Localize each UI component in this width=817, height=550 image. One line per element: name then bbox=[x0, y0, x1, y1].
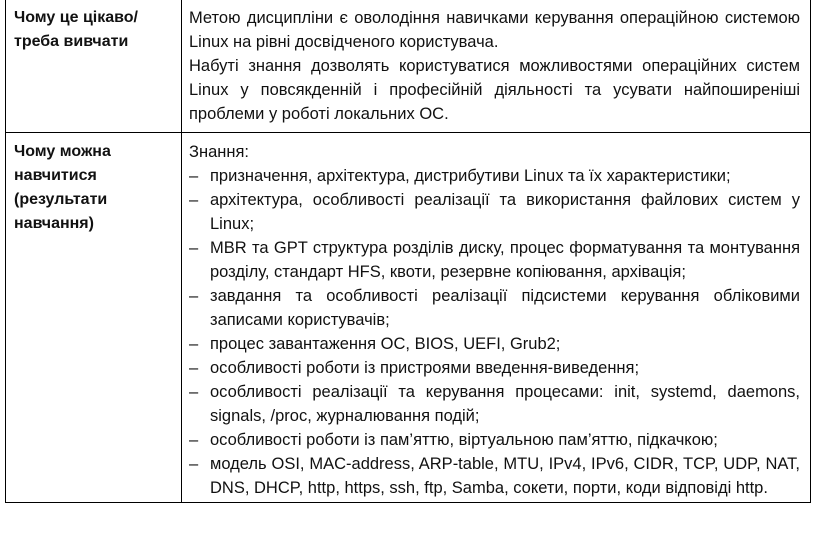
dash-bullet-icon: – bbox=[189, 191, 199, 209]
list-item bbox=[189, 380, 800, 428]
syllabus-table bbox=[5, 0, 811, 503]
list-item-text: особливості роботи із пристроями введення-виведення; bbox=[210, 359, 640, 377]
benefit-paragraph: Набуті знання дозволять користуватися можливостями операційних систем Linux у повсякденній і професійній діяльності та усувати найпоширеніші проблеми у роботі локальних ОС. bbox=[189, 57, 800, 123]
dash-bullet-icon: – bbox=[189, 239, 199, 257]
list-item-text: модель OSI, MAC-address, ARP-table, MTU, IPv4, IPv6, CIDR, TCP, UDP, NAT, DNS, DHCP, http, https, ssh, ftp, Samba, сокети, порти, коди відповіді http. bbox=[210, 455, 800, 497]
dash-bullet-icon: – bbox=[189, 455, 199, 473]
list-item bbox=[189, 164, 800, 188]
list-item bbox=[189, 428, 800, 452]
table-row bbox=[6, 0, 811, 133]
list-item-text: MBR та GPT структура розділів диску, процес форматування та монтування розділу, стандарт HFS, квоти, резервне копіювання, архівація; bbox=[210, 239, 800, 281]
list-item-text: особливості реалізації та керування процесами: init, systemd, daemons, signals, /proc, журналювання подій; bbox=[210, 383, 800, 425]
dash-bullet-icon: – bbox=[189, 383, 199, 401]
list-item bbox=[189, 452, 800, 500]
row-content-why-study bbox=[182, 0, 811, 133]
dash-bullet-icon: – bbox=[189, 335, 199, 353]
dash-bullet-icon: – bbox=[189, 359, 199, 377]
list-item bbox=[189, 188, 800, 236]
row-label-why-study: Чому це цікаво/треба вивчати bbox=[6, 0, 182, 133]
list-item-text: призначення, архітектура, дистрибутиви Linux та їх характеристики; bbox=[210, 167, 731, 185]
goal-paragraph: Метою дисципліни є оволодіння навичками керування операційною системою Linux на рівні досвідченого користувача. bbox=[189, 9, 800, 51]
table-row bbox=[6, 133, 811, 503]
dash-bullet-icon: – bbox=[189, 431, 199, 449]
dash-bullet-icon: – bbox=[189, 287, 199, 305]
row-label-learning-outcomes: Чому можна навчитися (результати навчання) bbox=[6, 133, 182, 503]
list-item bbox=[189, 284, 800, 332]
list-item-text: архітектура, особливості реалізації та використання файлових систем у Linux; bbox=[210, 191, 800, 233]
list-item bbox=[189, 356, 800, 380]
list-item-text: процес завантаження ОС, BIOS, UEFI, Grub2; bbox=[210, 335, 561, 353]
knowledge-list bbox=[189, 164, 800, 500]
list-item bbox=[189, 236, 800, 284]
dash-bullet-icon: – bbox=[189, 167, 199, 185]
list-item-text: завдання та особливості реалізації підсистеми керування обліковими записами користувачів; bbox=[210, 287, 800, 329]
list-item-text: особливості роботи із пам’яттю, віртуальною пам’яттю, підкачкою; bbox=[210, 431, 718, 449]
list-item bbox=[189, 332, 800, 356]
knowledge-heading: Знання: bbox=[189, 143, 249, 161]
row-content-learning-outcomes bbox=[182, 133, 811, 503]
